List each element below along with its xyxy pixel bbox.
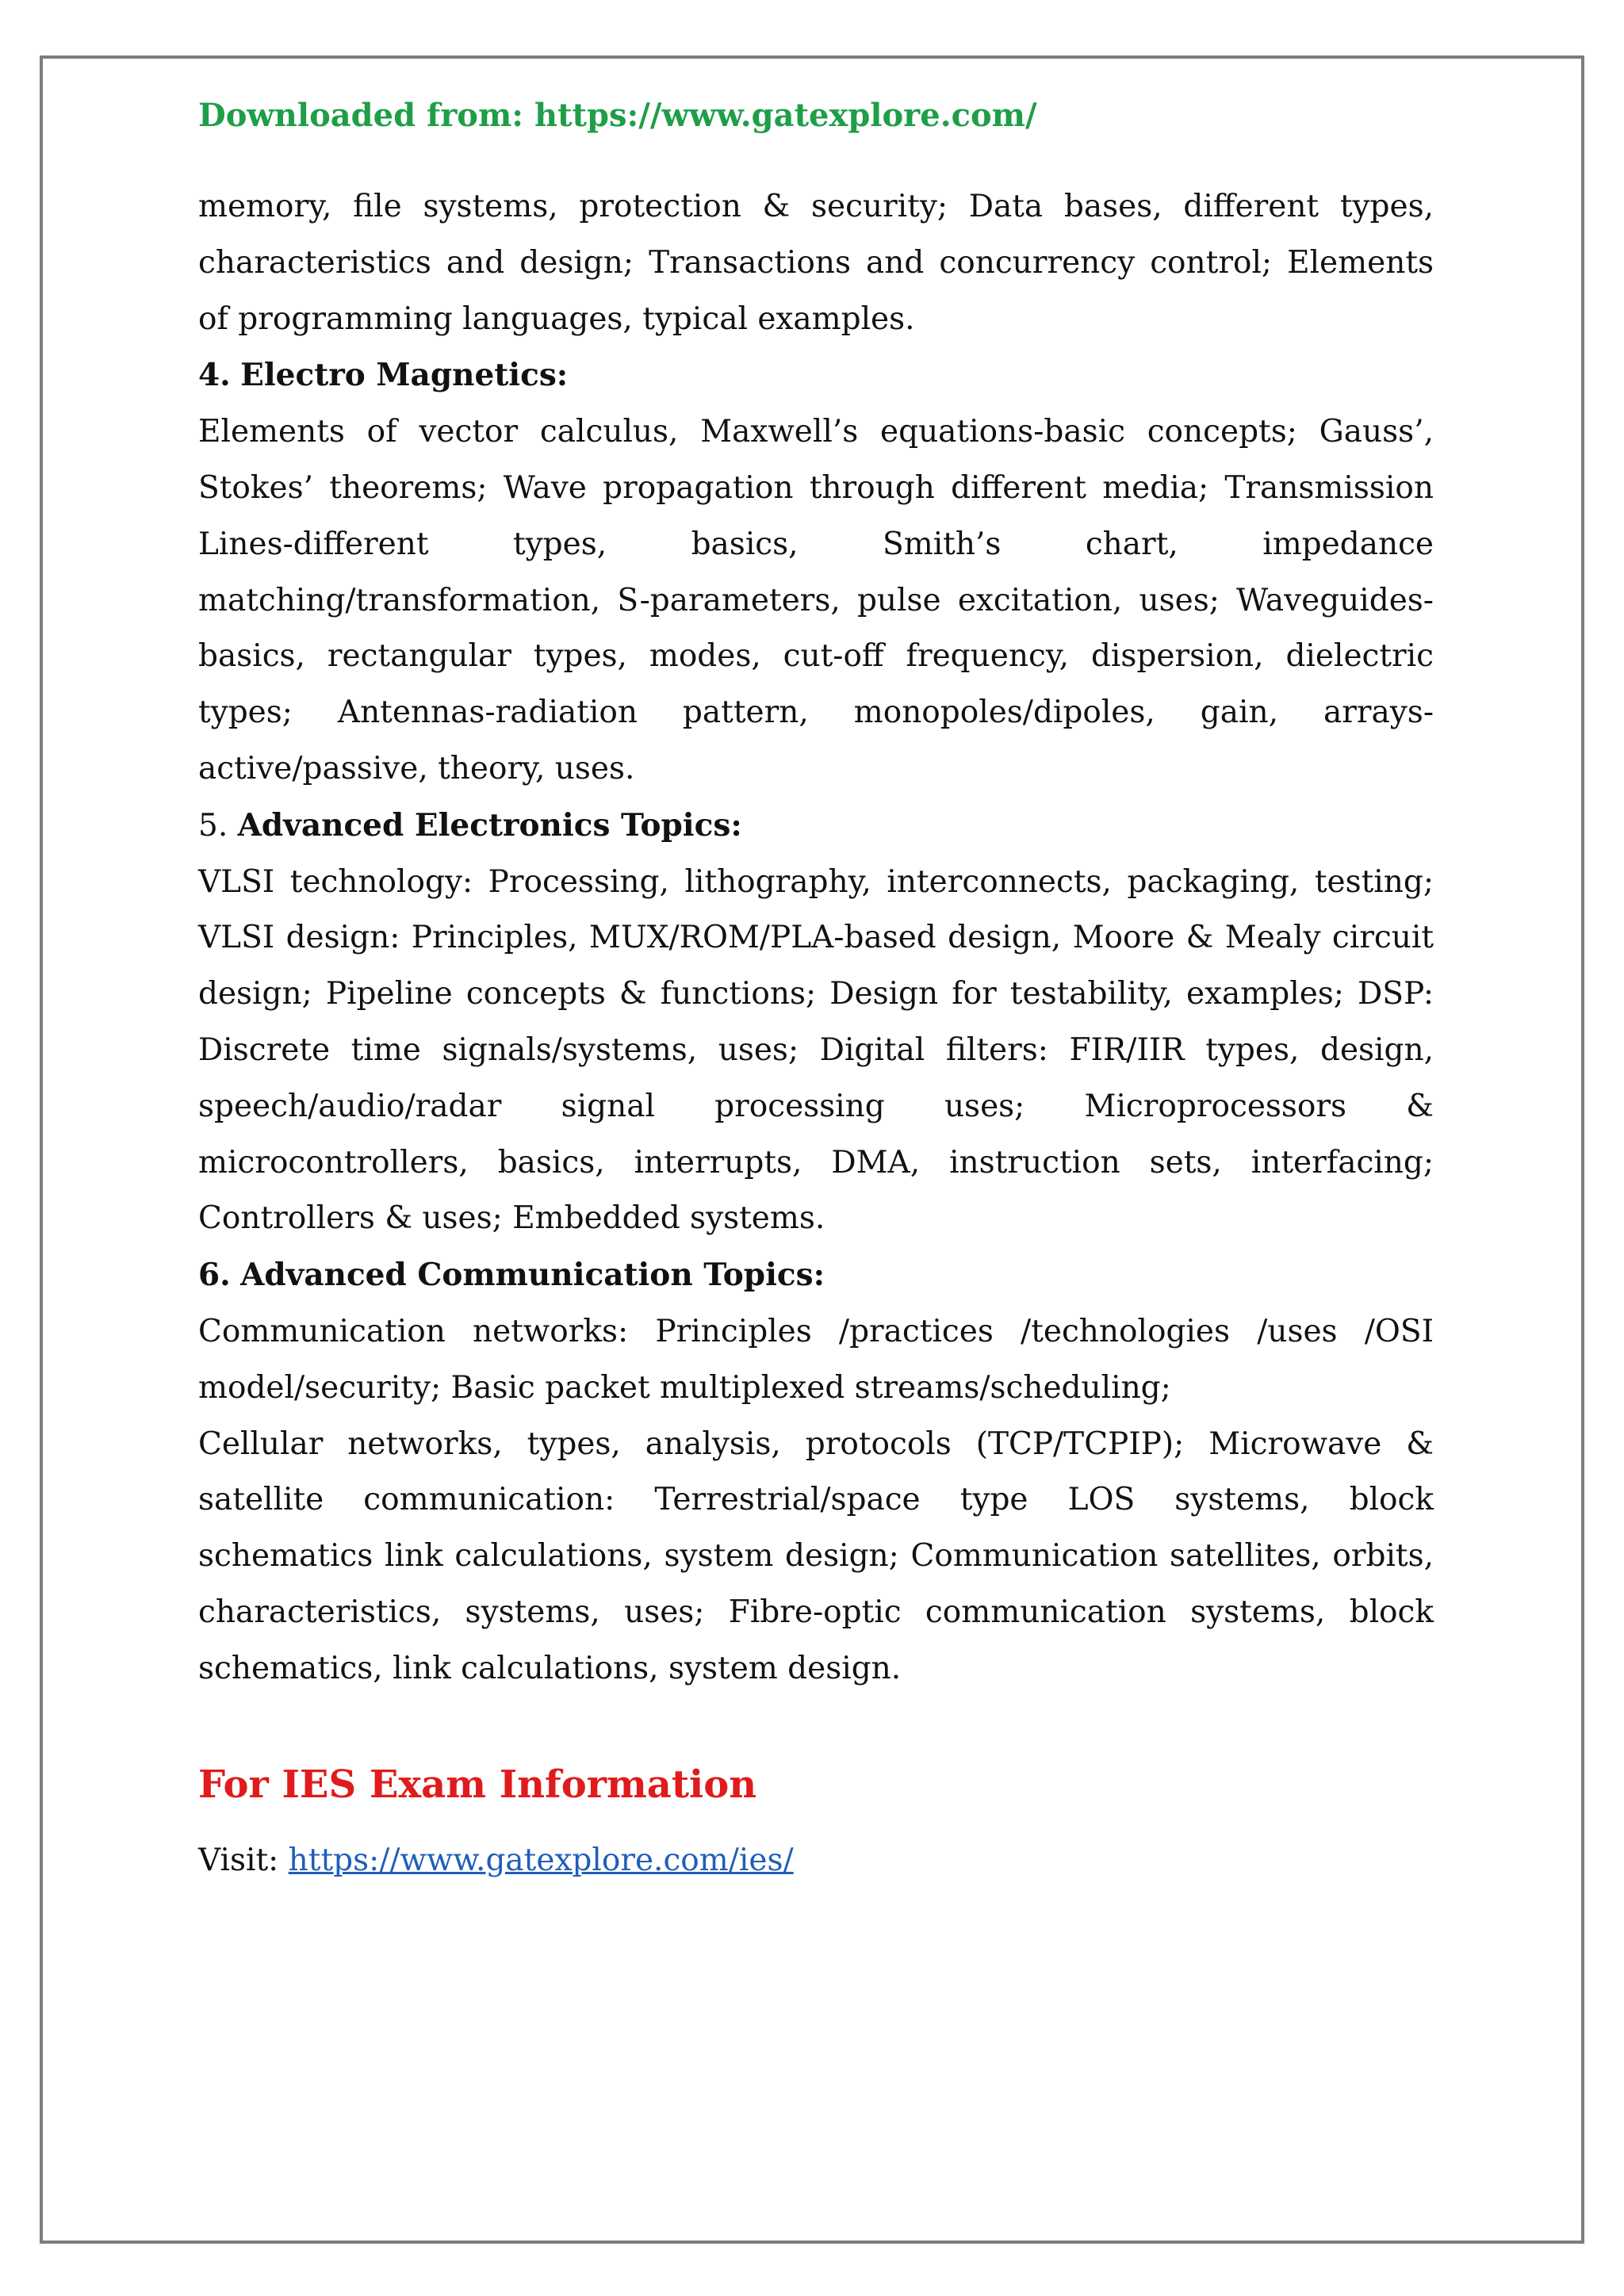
- section-number: 5.: [198, 807, 228, 844]
- section-heading-electro-magnetics: [198, 347, 1434, 404]
- download-source-banner: Downloaded from: https://www.gatexplore.com/: [198, 97, 1037, 134]
- section-title: Advanced Electronics Topics:: [237, 806, 742, 844]
- section-title: Advanced Communication Topics:: [240, 1257, 825, 1294]
- section-title: Electro Magnetics:: [240, 357, 569, 394]
- section-heading-advanced-electronics: [198, 798, 1434, 855]
- section-number: 6.: [198, 1257, 231, 1294]
- section-body-electro-magnetics: Elements of vector calculus, Maxwell’s equations-basic concepts; Gauss’, Stokes’ theorems; Wave propagation through different media; Transmission Lines-different types, basics, Smith’s chart, impedance matching/transformation, S-parameters, pulse excitation, uses; Waveguides-basics, rectangular types, modes, cut-off frequency, dispersion, dielectric types; Antennas-radiation pattern, monopoles/dipoles, gain, arrays-active/passive, theory, uses.: [198, 414, 1434, 786]
- intro-paragraph: memory, file systems, protection & security; Data bases, different types, characteristics and design; Transactions and concurrency control; Elements of programming languages, typical examples.: [198, 189, 1434, 337]
- visit-label: Visit:: [198, 1842, 279, 1878]
- visit-line: [198, 1837, 1434, 1885]
- section-number: 4.: [198, 357, 231, 394]
- section-body-advanced-electronics: VLSI technology: Processing, lithography, interconnects, packaging, testing; VLSI design: Principles, MUX/ROM/PLA-based design, Moore & Mealy circuit design; Pipeline concepts & functions; Design for testability, examples; DSP: Discrete time signals/systems, uses; Digital filters: FIR/IIR types, design, speech/audio/radar signal processing uses; Microprocessors & microcontrollers, basics, interrupts, DMA, instruction sets, interfacing; Controllers & uses; Embedded systems.: [198, 863, 1434, 1237]
- section-heading-advanced-communication: [198, 1247, 1434, 1304]
- section-body-advanced-communication-1: Communication networks: Principles /practices /technologies /uses /OSI model/security; Basic packet multiplexed streams/scheduling;: [198, 1313, 1434, 1406]
- document-content: [198, 94, 1434, 1885]
- ies-link[interactable]: https://www.gatexplore.com/ies/: [288, 1842, 794, 1878]
- section-body-advanced-communication-2: Cellular networks, types, analysis, protocols (TCP/TCPIP); Microwave & satellite communication: Terrestrial/space type LOS systems, block schematics link calculations, system design; Communication satellites, orbits, characteristics, systems, uses; Fibre-optic communication systems, block schematics, link calculations, system design.: [198, 1425, 1434, 1686]
- ies-info-heading: For IES Exam Information: [198, 1762, 757, 1807]
